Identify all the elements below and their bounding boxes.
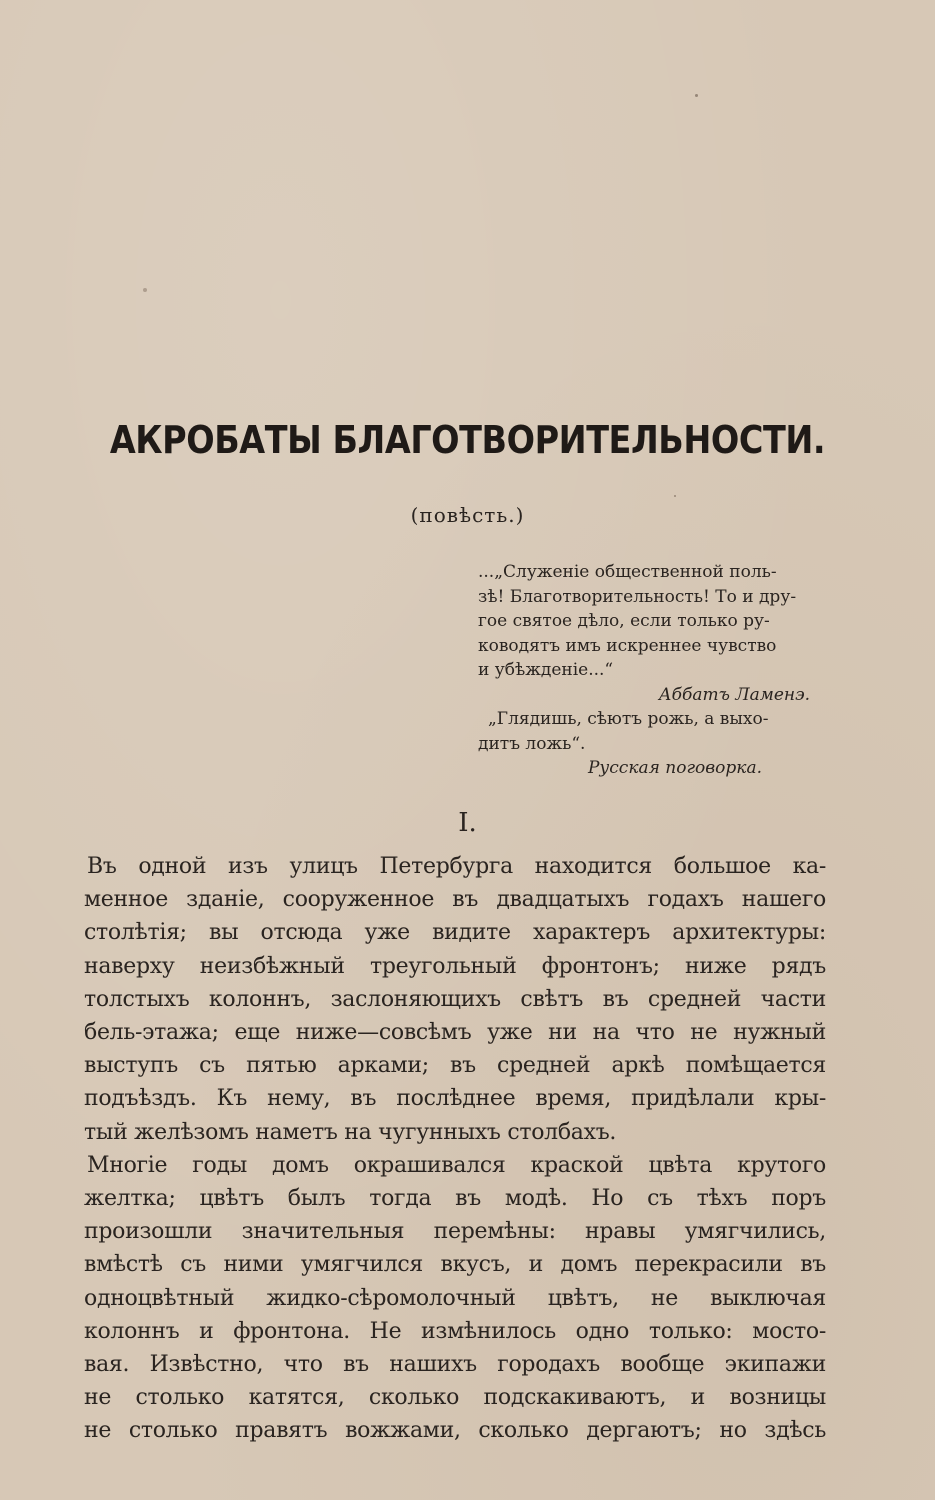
body-text [84,850,826,1448]
epigraph-quote-line: ...„Служеніе общественной поль- [478,562,777,582]
epigraph-quote-line: „Глядишь, сѣютъ рожь, а выхо- [488,709,769,729]
chapter-number: I. [458,808,477,838]
paper-speck [674,495,676,497]
paragraph-line: вмѣстѣ съ ними умягчился вкусъ, и домъ перекрасили въ [84,1252,826,1278]
paragraph-line: не столько правятъ вожжами, сколько дергаютъ; но здѣсь [84,1418,826,1444]
epigraph-quote-line: ководятъ имъ искреннее чувство [478,635,777,656]
epigraph-block [478,560,840,781]
paragraph-line: желтка; цвѣтъ былъ тогда въ модѣ. Но съ тѣхъ поръ [84,1186,826,1212]
paragraph-line: Въ одной изъ улицъ Петербурга находится большое ка- [87,854,826,879]
paragraph-line: Многіе годы домъ окрашивался краской цвѣта крутого [87,1152,826,1178]
epigraph-quote-line: гое святое дѣло, если только ру- [478,611,770,631]
paper-speck [695,94,698,97]
paragraph-line: вая. Извѣстно, что въ нашихъ городахъ вообще экипажи [84,1352,826,1378]
epigraph-quote-line: дитъ ложь“. [478,733,586,754]
paragraph-line: столѣтія; вы отсюда уже видите характеръ архитектуры: [84,920,826,946]
paragraph-line: одноцвѣтный жидко-сѣромолочный цвѣтъ, не выключая [84,1285,826,1311]
paper-speck [143,288,147,292]
paragraph-line: не столько катятся, сколько подскакиваютъ, и возницы [84,1385,826,1411]
epigraph-attribution: Аббатъ Ламенэ. [658,684,810,705]
epigraph-quote-line: зѣ! Благотворительность! То и дру- [478,586,797,607]
paragraph-line: бель-этажа; еще ниже—совсѣмъ уже ни на что не нужный [84,1020,826,1046]
paragraph-line: толстыхъ колоннъ, заслоняющихъ свѣтъ въ средней части [84,986,826,1012]
paragraph-line: тый желѣзомъ наметъ на чугунныхъ столбахъ. [84,1119,617,1145]
paragraph-line: менное зданіе, сооруженное въ двадцатыхъ годахъ нашего [84,887,826,913]
paragraph-line: наверху неизбѣжный треугольный фронтонъ; ниже рядъ [84,953,826,979]
epigraph-quote-line: и убѣжденіе...“ [478,660,614,680]
story-title: АКРОБАТЫ БЛАГОТВОРИТЕЛЬНОСТИ. [109,418,826,462]
paragraph-line: выступъ съ пятью арками; въ средней аркѣ помѣщается [84,1053,826,1079]
paragraph-line: произошли значительныя перемѣны: нравы умягчились, [84,1219,826,1245]
story-genre-subtitle: (повѣсть.) [410,503,525,527]
paragraph-line: подъѣздъ. Къ нему, въ послѣднее время, придѣлали кры- [84,1086,826,1112]
paragraph-line: колоннъ и фронтона. Не измѣнилось одно только: мосто- [84,1318,826,1344]
epigraph-attribution: Русская поговорка. [587,758,762,778]
